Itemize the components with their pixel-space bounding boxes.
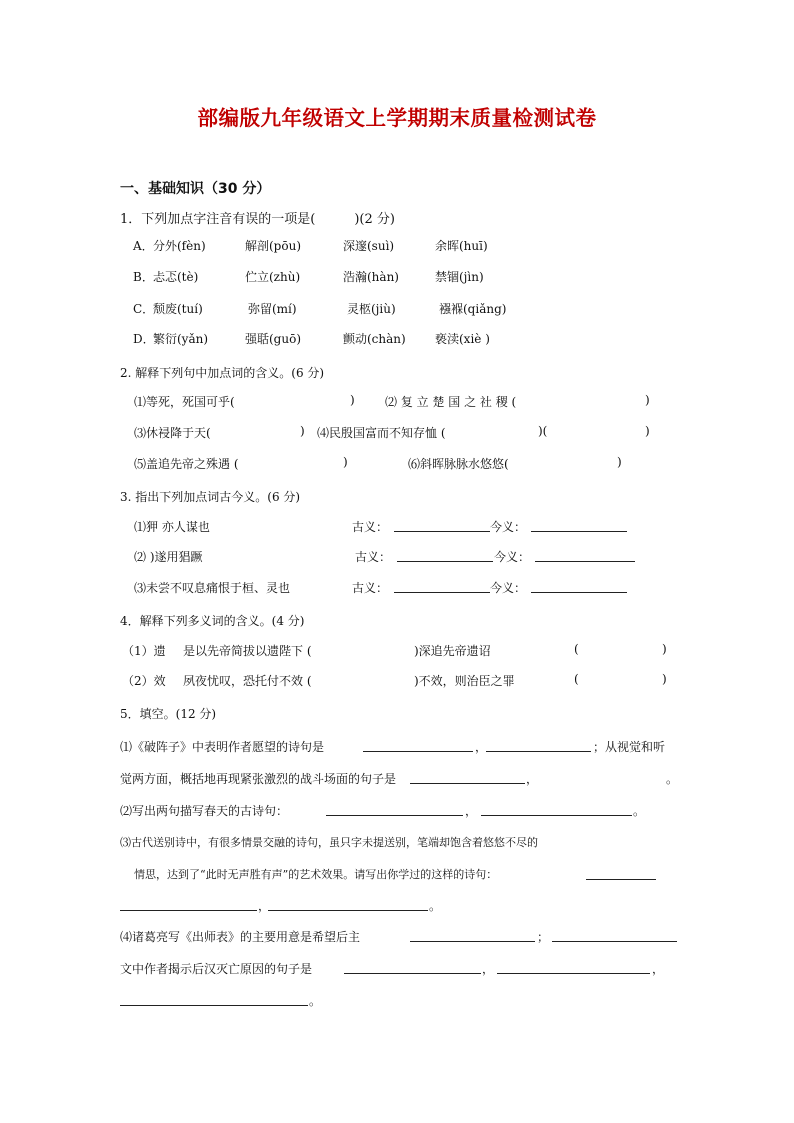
q2-paren: ) — [617, 455, 622, 469]
q5-punct: ， — [482, 962, 495, 976]
answer-blank[interactable] — [268, 897, 428, 911]
q5-punct: ， — [526, 772, 539, 786]
question-1-stem: 1．下列加点字注音有误的一项是( )(2 分) — [120, 212, 395, 227]
q3-jin-label: 今义： — [494, 550, 531, 564]
q5-part-3-line2: 情思，达到了“此时无声胜有声”的艺术效果。请写出你学过的这样的诗句： — [134, 868, 498, 881]
q4-paren: ) — [662, 672, 667, 686]
question-3-stem: 3. 指出下列加点词古今义。(6 分) — [120, 490, 301, 504]
answer-blank[interactable] — [531, 579, 627, 593]
q4-paren: ( — [574, 672, 579, 686]
q5-punct: ； — [537, 930, 550, 944]
q5-punct: ， — [258, 899, 271, 913]
q5-punct: ， — [652, 962, 665, 976]
q4-row-1-a: 是以先帝简拔以遗陛下 ( — [183, 644, 312, 658]
q3-jin-label: 今义： — [490, 581, 527, 595]
q2-item-1: ⑴等死，死国可乎( — [134, 395, 235, 409]
answer-blank[interactable] — [497, 960, 650, 974]
q5-punct: ， — [465, 804, 478, 818]
q3-row-2-text: ⑵ )遂用猖蹶 — [134, 550, 203, 564]
q4-row-1-b: )深追先帝遗诏 — [414, 644, 491, 658]
question-5-stem: 5．填空。(12 分) — [120, 707, 217, 721]
q5-punct: 。 — [633, 804, 646, 818]
answer-blank[interactable] — [586, 866, 656, 880]
answer-blank[interactable] — [486, 738, 591, 752]
answer-blank[interactable] — [410, 770, 525, 784]
question-2-stem: 2. 解释下列句中加点词的含义。(6 分) — [120, 366, 325, 380]
page-title: 部编版九年级语文上学期期末质量检测试卷 — [197, 106, 597, 130]
q5-punct: ， — [475, 740, 488, 754]
answer-blank[interactable] — [120, 897, 257, 911]
answer-blank[interactable] — [363, 738, 473, 752]
q5-part-4-line2: 文中作者揭示后汉灭亡原因的句子是 — [120, 962, 313, 976]
q5-part-3-text: ⑶古代送别诗中，有很多情景交融的诗句，虽只字未提送别，笔端却饱含着悠悠不尽的 — [120, 836, 538, 849]
q2-paren: ) — [645, 393, 650, 407]
answer-blank[interactable] — [120, 992, 308, 1006]
q2-item-2: ⑵ 复 立 楚 国 之 社 稷 ( — [385, 395, 517, 409]
question-4-stem: 4．解释下列多义词的含义。(4 分) — [120, 614, 305, 628]
answer-blank[interactable] — [344, 960, 481, 974]
q5-punct: 。 — [309, 994, 322, 1008]
answer-blank[interactable] — [552, 928, 677, 942]
answer-blank[interactable] — [394, 518, 490, 532]
q4-paren: ) — [662, 642, 667, 656]
q3-jin-label: 今义： — [490, 520, 527, 534]
q2-paren: ) — [350, 393, 355, 407]
q5-part-1-cont: ；从视觉和听 — [593, 740, 666, 754]
q4-row-2-a: 夙夜忧叹，恐托付不效 ( — [183, 674, 312, 688]
q2-item-4: ⑷民殷国富而不知存恤 ( — [317, 426, 446, 440]
answer-blank[interactable] — [394, 579, 490, 593]
q4-row-2-num: （2）效 — [122, 674, 166, 688]
q5-part-1-line2: 觉两方面，概括地再现紧张激烈的战斗场面的句子是 — [120, 772, 397, 786]
answer-blank[interactable] — [326, 802, 463, 816]
q2-item-6: ⑹斜晖脉脉水悠悠( — [408, 457, 509, 471]
section-heading: 一、基础知识（30 分） — [120, 181, 271, 197]
q4-paren: ( — [574, 642, 579, 656]
q5-punct: 。 — [429, 899, 442, 913]
q5-punct: 。 — [666, 772, 679, 786]
q5-part-2-text: ⑵写出两句描写春天的古诗句： — [120, 804, 289, 818]
answer-blank[interactable] — [531, 518, 627, 532]
answer-blank[interactable] — [535, 548, 635, 562]
q3-gu-label: 古义： — [352, 581, 389, 595]
q2-paren: ) — [343, 455, 348, 469]
q4-row-2-b: )不效，则治臣之罪 — [414, 674, 515, 688]
answer-blank[interactable] — [410, 928, 535, 942]
q2-paren: )( — [538, 424, 548, 438]
q4-row-1-num: （1）遗 — [122, 644, 166, 658]
q3-gu-label: 古义： — [355, 550, 392, 564]
answer-blank[interactable] — [397, 548, 493, 562]
q2-item-5: ⑸盖追先帝之殊遇 ( — [134, 457, 239, 471]
q3-gu-label: 古义： — [352, 520, 389, 534]
q3-row-3-text: ⑶未尝不叹息痛恨于桓、灵也 — [134, 581, 291, 595]
answer-blank[interactable] — [481, 802, 632, 816]
q5-part-4-text: ⑷诸葛亮写《出师表》的主要用意是希望后主 — [120, 930, 361, 944]
q2-paren: ) — [300, 424, 305, 438]
q2-paren: ) — [645, 424, 650, 438]
q2-item-3: ⑶休祲降于天( — [134, 426, 211, 440]
q5-part-1-text: ⑴《破阵子》中表明作者愿望的诗句是 — [120, 740, 325, 754]
q3-row-1-text: ⑴狎 亦人谋也 — [134, 520, 210, 534]
